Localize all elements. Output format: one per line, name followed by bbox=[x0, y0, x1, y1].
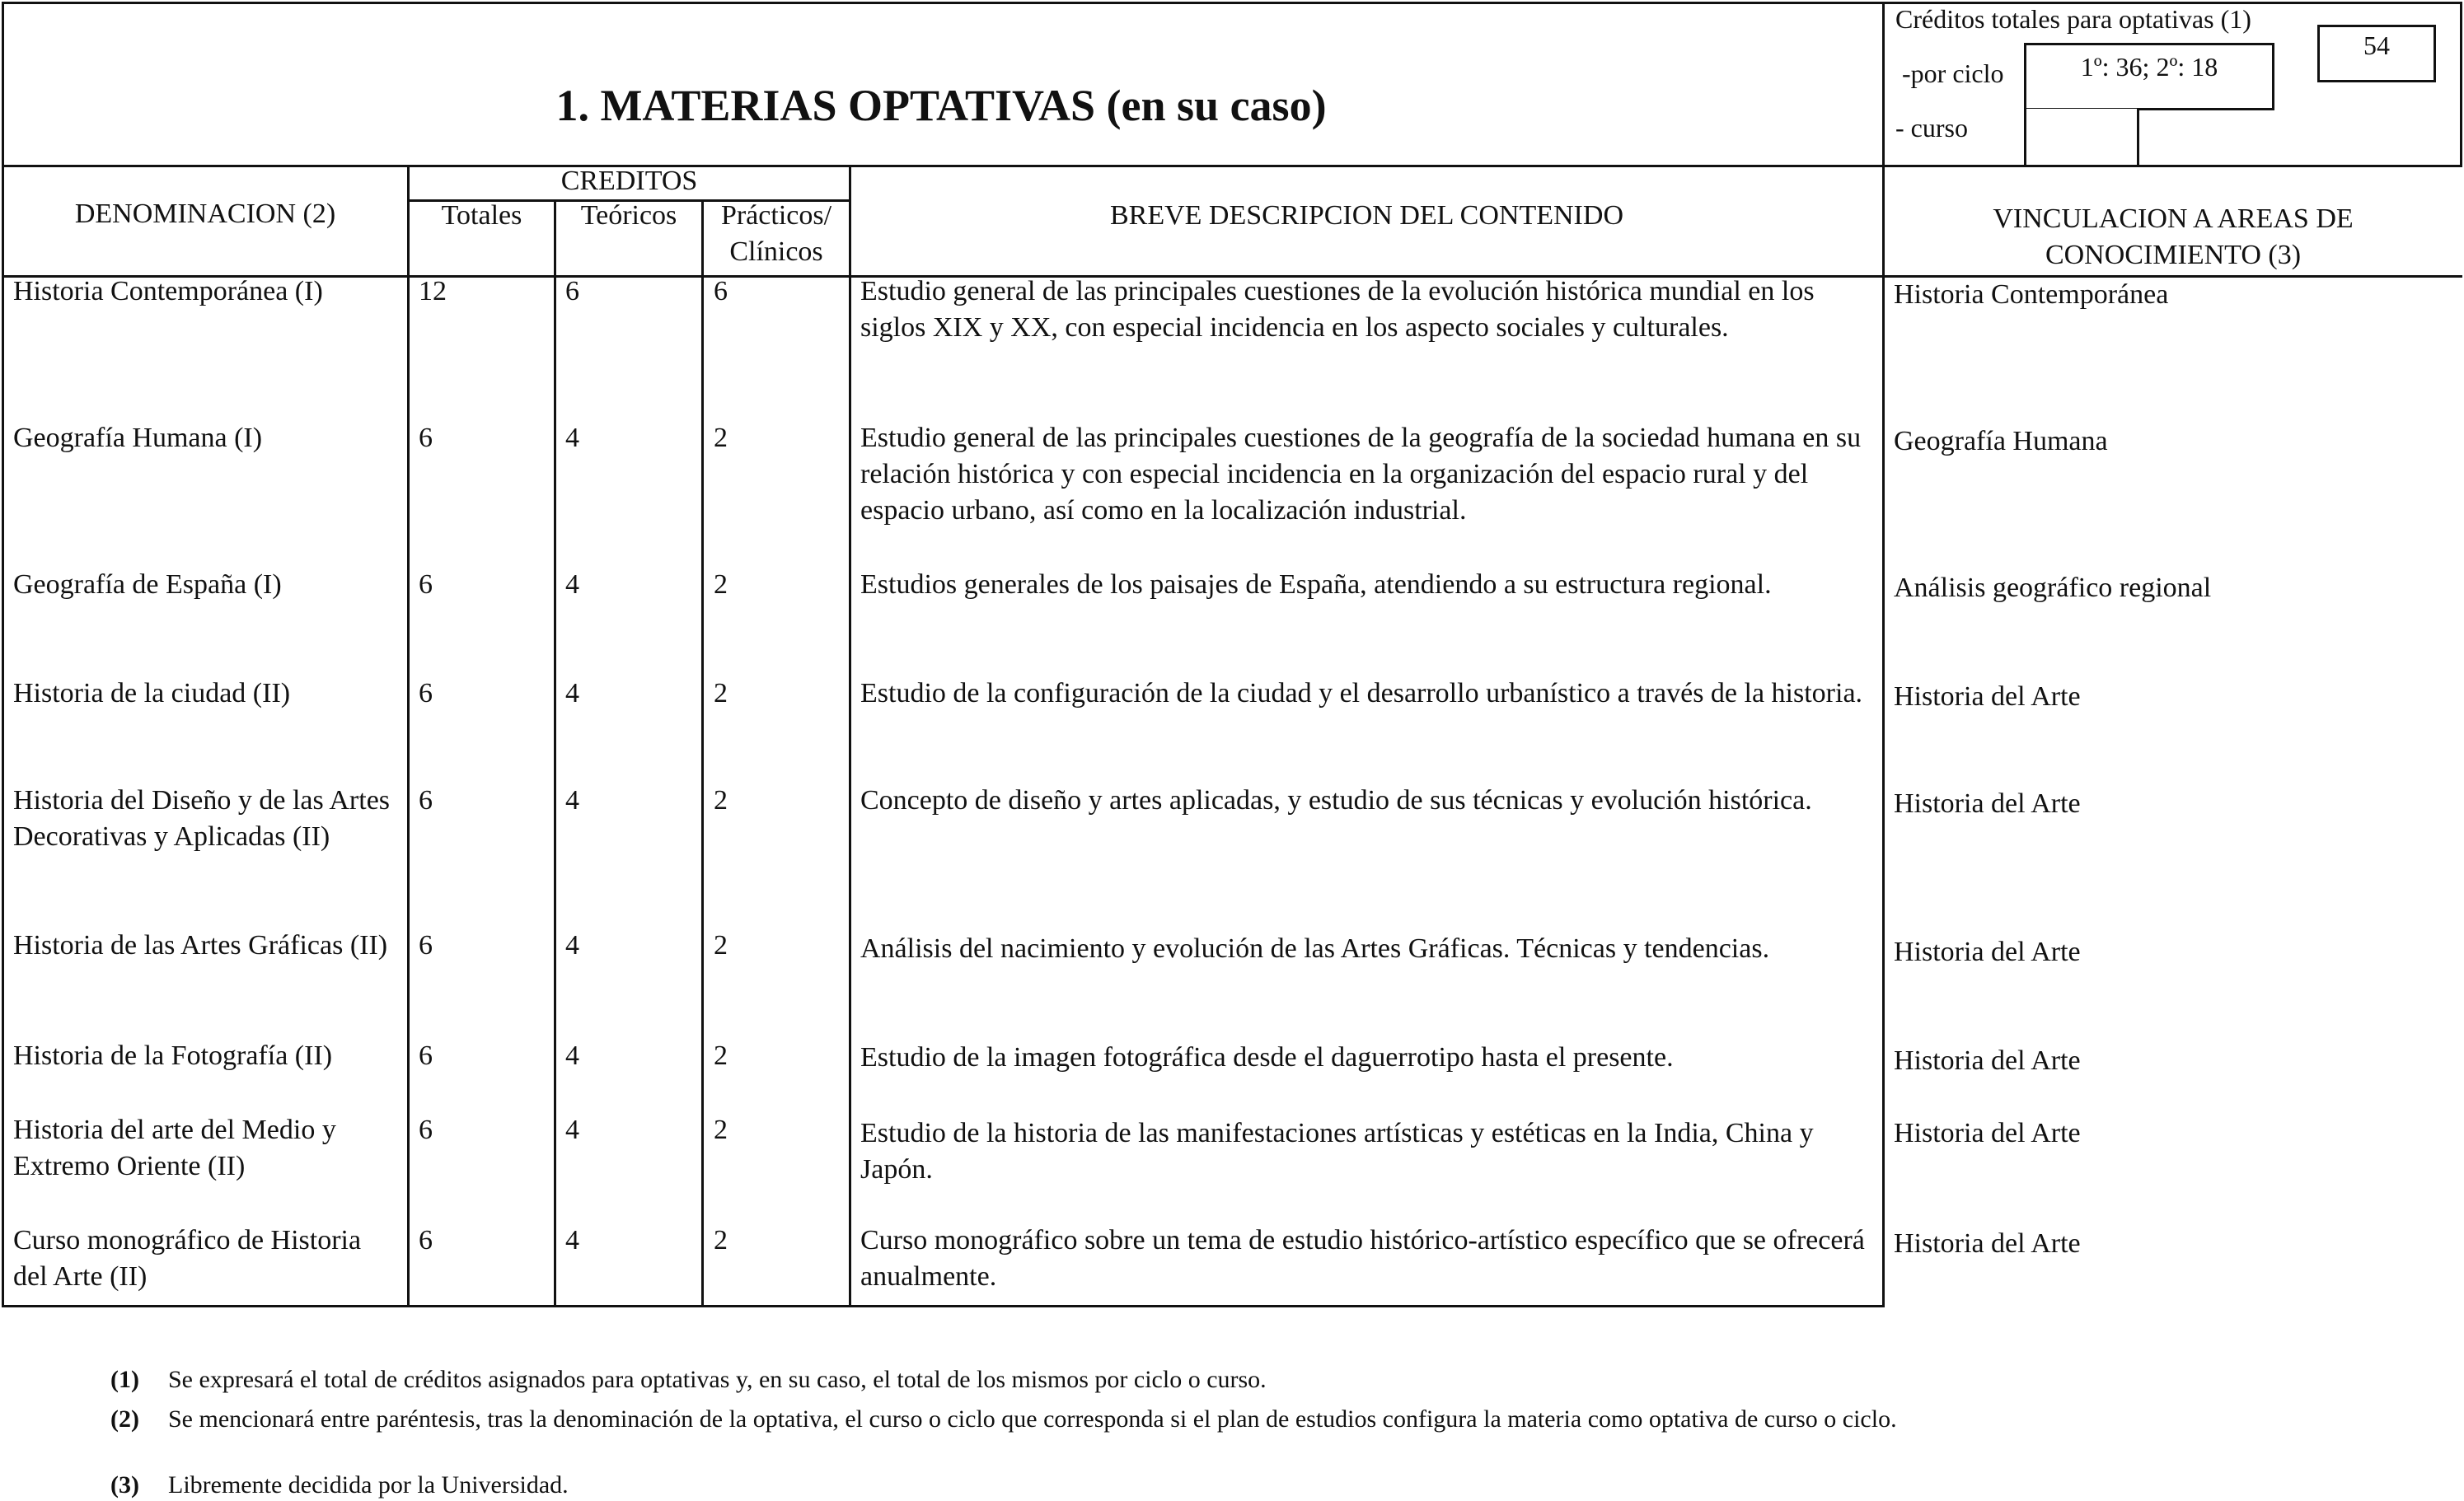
row-denominacion: Historia de la Fotografía (II) bbox=[13, 1040, 333, 1071]
creditos-totales-label: Créditos totales para optativas (1) bbox=[1895, 4, 2251, 34]
row-teoricos: 4 bbox=[565, 1040, 579, 1071]
col-header-conocimiento: CONOCIMIENTO (3) bbox=[2045, 240, 2302, 270]
row-practicos: 2 bbox=[714, 423, 728, 453]
col-header-practicos: Prácticos/ bbox=[720, 200, 832, 231]
row-teoricos: 4 bbox=[565, 678, 579, 708]
por-ciclo-value: 1º: 36; 2º: 18 bbox=[2080, 52, 2218, 82]
col-divider-5 bbox=[1882, 2, 1885, 1307]
row-descripcion: Estudios generales de los paisajes de España, atendiendo a su estructura regional. bbox=[860, 569, 1772, 600]
col-divider-4 bbox=[849, 165, 851, 1307]
row-totales: 6 bbox=[419, 423, 433, 453]
row-descripcion: Estudio de la imagen fotográfica desde el daguerrotipo hasta el presente. bbox=[860, 1042, 1674, 1073]
col-header-creditos: CREDITOS bbox=[560, 166, 698, 196]
row-denominacion: Geografía Humana (I) bbox=[13, 423, 263, 453]
row-teoricos: 4 bbox=[565, 569, 579, 600]
col-header-clinicos: Clínicos bbox=[729, 236, 823, 267]
row-totales: 6 bbox=[419, 569, 433, 600]
row-practicos: 2 bbox=[714, 569, 728, 600]
row-descripcion: Estudio general de las principales cuestiones de la evolución histórica mundial en los siglos XIX y XX, con especial incidencia en los aspecto sociales y culturales. bbox=[860, 276, 1815, 343]
curso-label: - curso bbox=[1895, 113, 1968, 143]
row-practicos: 2 bbox=[714, 930, 728, 961]
row-area: Geografía Humana bbox=[1894, 426, 2108, 456]
row-area: Análisis geográfico regional bbox=[1894, 573, 2212, 603]
footnote-mark: (1) bbox=[110, 1366, 139, 1393]
row-teoricos: 4 bbox=[565, 930, 579, 961]
row-area: Historia del Arte bbox=[1894, 1228, 2081, 1259]
row-denominacion: Geografía de España (I) bbox=[13, 569, 282, 600]
col-divider-1 bbox=[407, 165, 410, 1307]
col-divider-3 bbox=[701, 199, 704, 1307]
curso-box bbox=[2024, 109, 2139, 167]
col-header-vinculacion: VINCULACION A AREAS DE bbox=[1993, 203, 2354, 234]
row-teoricos: 4 bbox=[565, 423, 579, 453]
row-totales: 12 bbox=[419, 276, 447, 306]
row-denominacion: Curso monográfico de Historia del Arte (II) bbox=[13, 1225, 362, 1292]
row-descripcion: Estudio de la configuración de la ciudad y el desarrollo urbanístico a través de la historia. bbox=[860, 678, 1863, 708]
row-teoricos: 6 bbox=[565, 276, 579, 306]
row-totales: 6 bbox=[419, 785, 433, 816]
row-teoricos: 4 bbox=[565, 1115, 579, 1145]
footnote-mark: (2) bbox=[110, 1405, 139, 1433]
creditos-totales-value: 54 bbox=[2363, 30, 2390, 60]
row-area: Historia del Arte bbox=[1894, 937, 2081, 967]
col-divider-2 bbox=[554, 199, 556, 1307]
row-teoricos: 4 bbox=[565, 785, 579, 816]
row-practicos: 6 bbox=[714, 276, 728, 306]
row-area: Historia del Arte bbox=[1894, 1045, 2081, 1076]
row-practicos: 2 bbox=[714, 1040, 728, 1071]
footnote-text: Se mencionará entre paréntesis, tras la denominación de la optativa, el curso o ciclo que corresponda si el plan de estudios configura la materia como optativa de curso o ciclo. bbox=[168, 1405, 1897, 1433]
row-totales: 6 bbox=[419, 1040, 433, 1071]
row-denominacion: Historia de las Artes Gráficas (II) bbox=[13, 930, 388, 961]
row-totales: 6 bbox=[419, 930, 433, 961]
row-descripcion: Análisis del nacimiento y evolución de las Artes Gráficas. Técnicas y tendencias. bbox=[860, 933, 1770, 964]
footnote-mark: (3) bbox=[110, 1471, 139, 1499]
row-practicos: 2 bbox=[714, 785, 728, 816]
col-header-totales: Totales bbox=[441, 200, 522, 231]
footnote-text: Se expresará el total de créditos asignados para optativas y, en su caso, el total de los mismos por ciclo o curso. bbox=[168, 1366, 1267, 1393]
row-area: Historia del Arte bbox=[1894, 1118, 2081, 1148]
row-denominacion: Historia de la ciudad (II) bbox=[13, 678, 291, 708]
row-practicos: 2 bbox=[714, 1225, 728, 1256]
row-area: Historia Contemporánea bbox=[1894, 279, 2169, 310]
row-denominacion: Historia del arte del Medio y Extremo Oriente (II) bbox=[13, 1115, 336, 1181]
row-area: Historia del Arte bbox=[1894, 788, 2081, 819]
footnote-text: Libremente decidida por la Universidad. bbox=[168, 1471, 569, 1499]
row-practicos: 2 bbox=[714, 1115, 728, 1145]
row-descripcion: Curso monográfico sobre un tema de estudio histórico-artístico específico que se ofrecerá anualmente. bbox=[860, 1225, 1865, 1292]
row-practicos: 2 bbox=[714, 678, 728, 708]
table-right-border bbox=[2460, 2, 2462, 166]
row-denominacion: Historia Contemporánea (I) bbox=[13, 276, 323, 306]
col-header-denominacion: DENOMINACION (2) bbox=[74, 199, 336, 229]
col-header-teoricos: Teóricos bbox=[580, 200, 677, 231]
row-totales: 6 bbox=[419, 1115, 433, 1145]
page-title: 1. MATERIAS OPTATIVAS (en su caso) bbox=[555, 81, 1327, 130]
row-teoricos: 4 bbox=[565, 1225, 579, 1256]
row-totales: 6 bbox=[419, 1225, 433, 1256]
row-descripcion: Estudio general de las principales cuestiones de la geografía de la sociedad humana en su relación histórica y con especial incidencia en la organización del espacio rural y del espacio urbano, así como en la localización industrial. bbox=[860, 423, 1862, 526]
col-header-descripcion: BREVE DESCRIPCION DEL CONTENIDO bbox=[1109, 200, 1623, 231]
row-area: Historia del Arte bbox=[1894, 681, 2081, 712]
row-descripcion: Concepto de diseño y artes aplicadas, y estudio de sus técnicas y evolución histórica. bbox=[860, 785, 1812, 816]
row-descripcion: Estudio de la historia de las manifestaciones artísticas y estéticas en la India, China y Japón. bbox=[860, 1118, 1814, 1185]
table-bottom-border bbox=[2, 1305, 1884, 1307]
por-ciclo-label: -por ciclo bbox=[1902, 58, 2004, 88]
row-denominacion: Historia del Diseño y de las Artes Decorativas y Aplicadas (II) bbox=[13, 785, 391, 852]
row-totales: 6 bbox=[419, 678, 433, 708]
